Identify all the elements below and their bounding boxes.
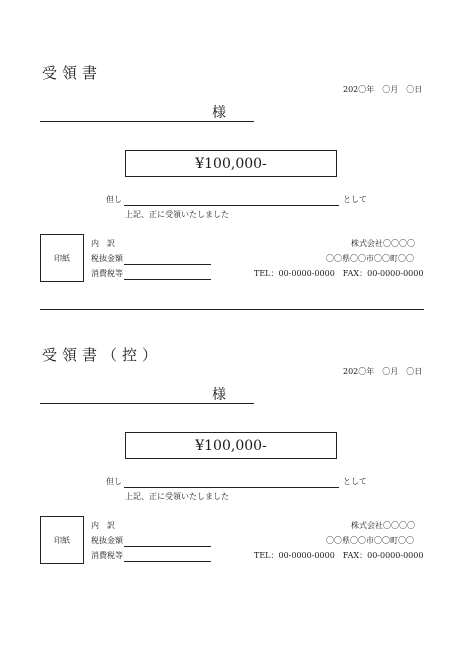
stamp-label: 印紙 — [54, 535, 70, 545]
issue-date: 202〇年 〇月 〇日 — [343, 85, 423, 94]
amount-box — [125, 150, 337, 177]
amount-value: ¥100,000- — [195, 437, 267, 454]
breakdown-header: 内 訳 — [91, 521, 115, 530]
revenue-stamp-box — [40, 234, 84, 282]
honorific: 様 — [212, 105, 226, 121]
proviso-line — [124, 205, 339, 206]
pretax-amount-line — [124, 546, 211, 547]
tax-line — [124, 279, 211, 280]
issuer-contact: TEL：00-0000-0000 FAX：00-0000-0000 — [254, 551, 424, 560]
issuer-company: 株式会社〇〇〇〇 — [351, 239, 415, 248]
amount-value: ¥100,000- — [195, 155, 267, 172]
issue-date: 202〇年 〇月 〇日 — [343, 367, 423, 376]
issuer-address: 〇〇県〇〇市〇〇町〇〇 — [326, 254, 414, 263]
tax-label: 消費税等 — [91, 269, 123, 278]
honorific: 様 — [212, 387, 226, 403]
pretax-amount-label: 税抜金額 — [91, 536, 123, 545]
proviso-label: 但し — [106, 477, 122, 486]
tax-label: 消費税等 — [91, 551, 123, 560]
revenue-stamp-box — [40, 516, 84, 564]
receipt-original — [0, 0, 474, 290]
receipt-title: 受領書 — [42, 64, 103, 82]
confirmation-text: 上記、正に受領いたしました — [125, 210, 229, 219]
proviso-suffix: として — [343, 477, 367, 486]
issuer-address: 〇〇県〇〇市〇〇町〇〇 — [326, 536, 414, 545]
tax-line — [124, 561, 211, 562]
proviso-line — [124, 487, 339, 488]
pretax-amount-label: 税抜金額 — [91, 254, 123, 263]
stamp-label: 印紙 — [54, 253, 70, 263]
issuer-contact: TEL：00-0000-0000 FAX：00-0000-0000 — [254, 269, 424, 278]
pretax-amount-line — [124, 264, 211, 265]
proviso-suffix: として — [343, 195, 367, 204]
receipt-copy — [0, 282, 474, 572]
issuer-company: 株式会社〇〇〇〇 — [351, 521, 415, 530]
receipt-title: 受領書（控） — [42, 346, 163, 364]
proviso-label: 但し — [106, 195, 122, 204]
breakdown-header: 内 訳 — [91, 239, 115, 248]
confirmation-text: 上記、正に受領いたしました — [125, 492, 229, 501]
amount-box — [125, 432, 337, 459]
